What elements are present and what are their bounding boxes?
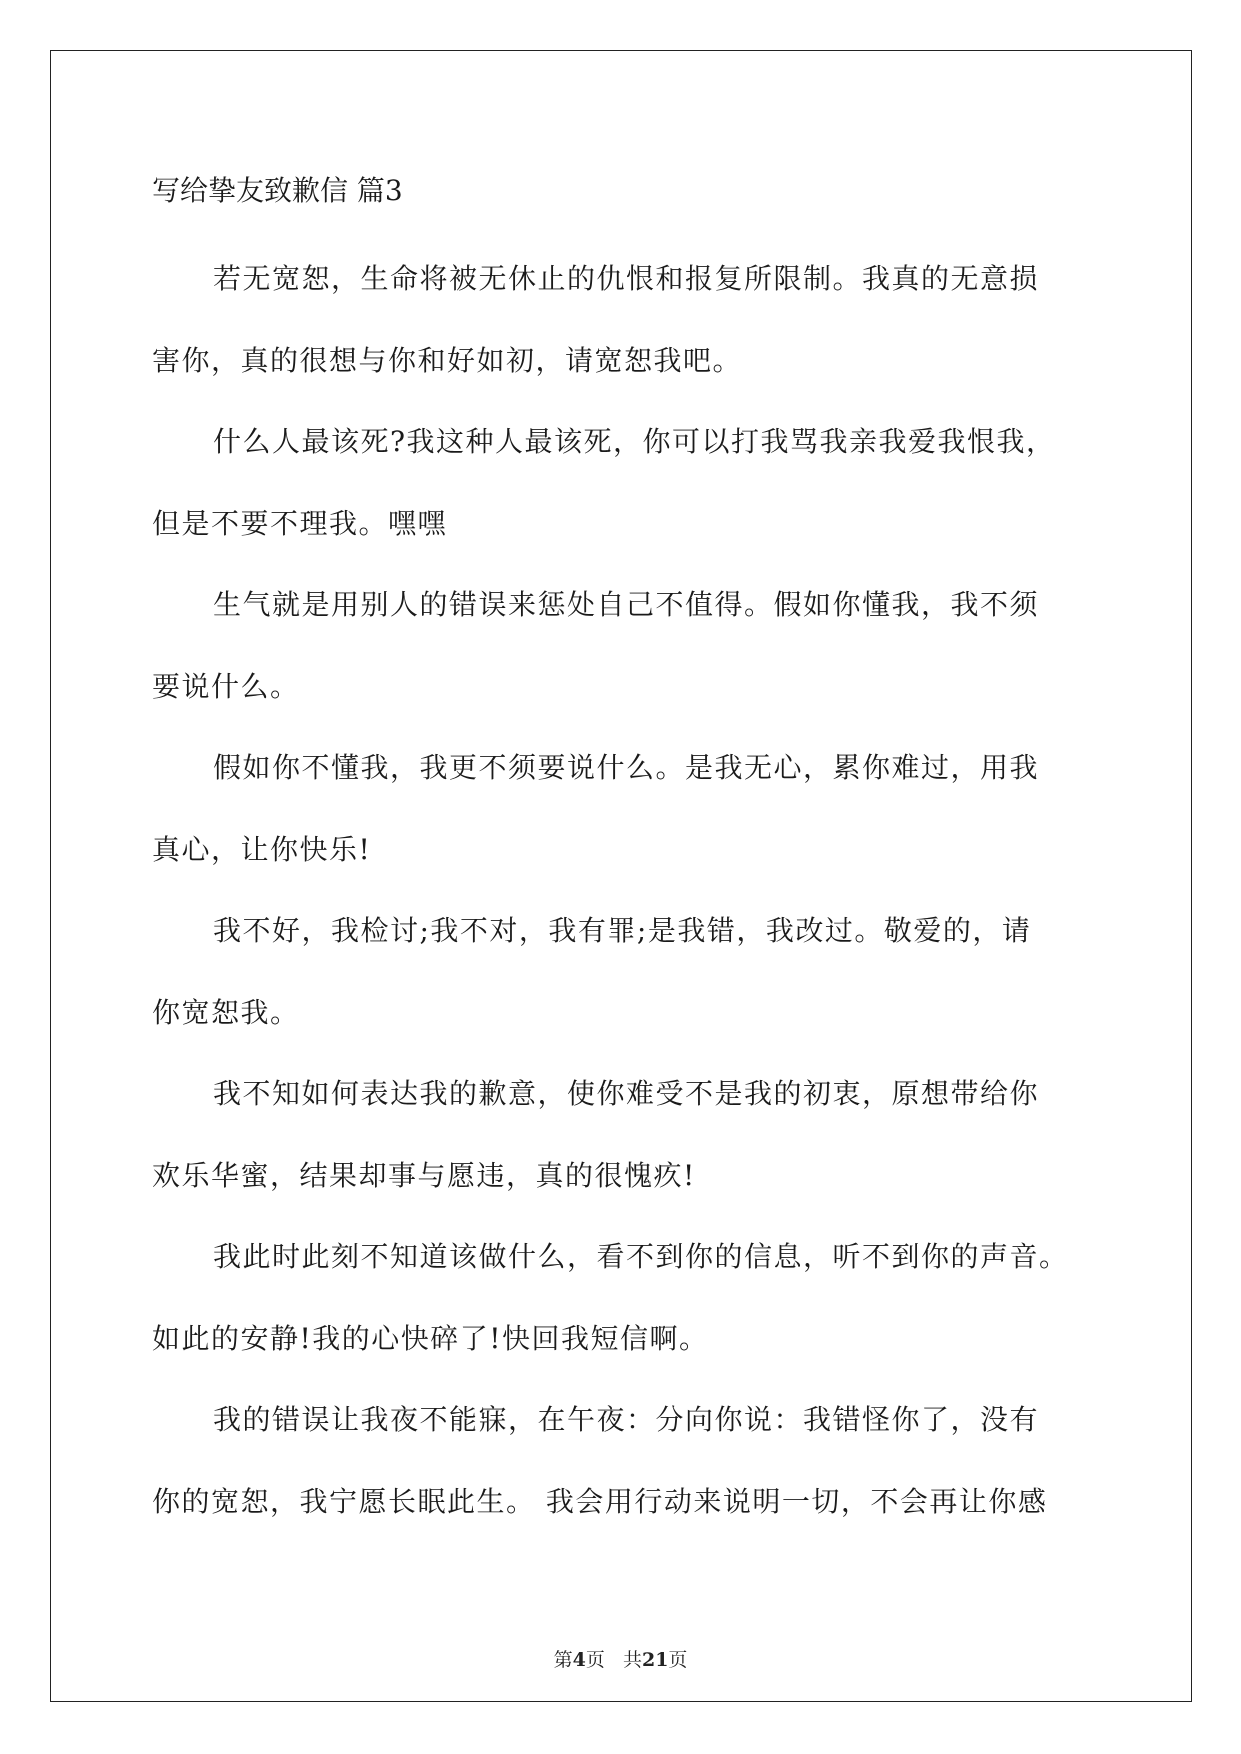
paragraph-line: 我不知如何表达我的歉意，使你难受不是我的初衷，原想带给你 (213, 1077, 1040, 1110)
paragraph-line: 如此的安静!我的心快碎了!快回我短信啊。 (152, 1321, 709, 1355)
paragraph-line: 真心，让你快乐! (152, 832, 372, 866)
total-pages: 21 (641, 1649, 669, 1671)
total-suffix: 页 (668, 1649, 688, 1671)
paragraph-line: 我的错误让我夜不能寐，在午夜：分向你说：我错怪你了，没有 (213, 1403, 1040, 1436)
paragraph-line: 害你，真的很想与你和好如初，请宽恕我吧。 (152, 343, 743, 377)
paragraph (152, 890, 1092, 1053)
page-suffix: 页 (585, 1649, 605, 1671)
paragraph (152, 1053, 1092, 1216)
document-body (152, 166, 1092, 1542)
paragraph (152, 1216, 1092, 1379)
paragraph-line: 你宽恕我。 (152, 995, 300, 1029)
paragraph-line: 但是不要不理我。嘿嘿 (152, 506, 448, 540)
page-footer (0, 1645, 1241, 1672)
paragraph-line: 要说什么。 (152, 669, 300, 703)
paragraph (152, 401, 1092, 564)
paragraph-line: 假如你不懂我，我更不须要说什么。是我无心，累你难过，用我 (213, 751, 1040, 784)
paragraph (152, 238, 1092, 401)
page-prefix: 第 (553, 1649, 573, 1671)
page-number: 4 (572, 1649, 586, 1671)
document-title: 写给挚友致歉信 篇3 (152, 174, 403, 207)
paragraph-line: 我不好，我检讨;我不对，我有罪;是我错，我改过。敬爱的，请 (213, 914, 1032, 947)
total-prefix: 共 (622, 1649, 642, 1671)
paragraph-line: 生气就是用别人的错误来惩处自己不值得。假如你懂我，我不须 (213, 588, 1040, 621)
paragraph-line: 什么人最该死?我这种人最该死，你可以打我骂我亲我爱我恨我， (213, 425, 1056, 458)
paragraph-line: 欢乐华蜜，结果却事与愿违，真的很愧疚! (152, 1158, 696, 1192)
paragraph (152, 1379, 1092, 1542)
paragraph-line: 我此时此刻不知道该做什么，看不到你的信息，听不到你的声音。 (213, 1240, 1069, 1273)
paragraph (152, 727, 1092, 890)
paragraph-line: 若无宽恕，生命将被无休止的仇恨和报复所限制。我真的无意损 (213, 262, 1040, 295)
paragraph (152, 564, 1092, 727)
paragraph-line: 你的宽恕，我宁愿长眠此生。 我会用行动来说明一切，不会再让你感 (152, 1484, 1048, 1518)
